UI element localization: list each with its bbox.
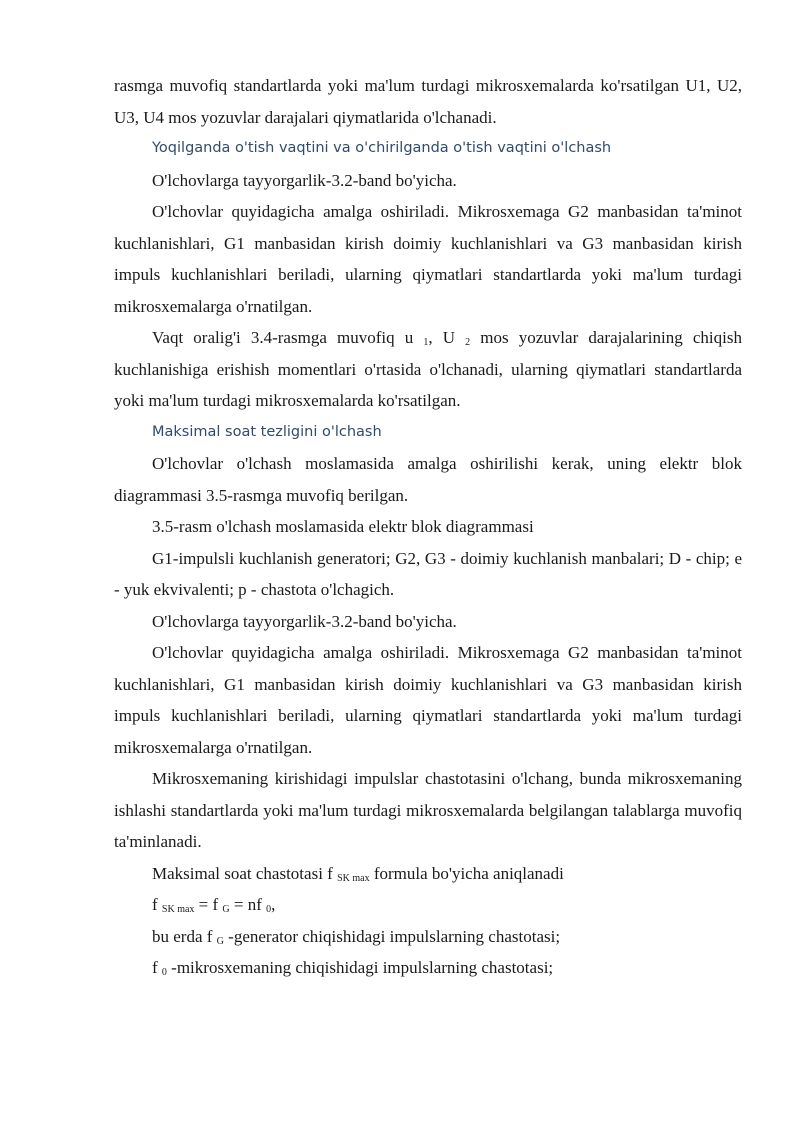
text-span: = f <box>194 895 223 914</box>
subscript: 0 <box>161 967 167 978</box>
text-span: mos yozuvlar darajalarining chiqish kuchlanishiga erishish momentlari o'rtasida o'lchanadi, ularning qiymatlari standartlarda yoki ma'lum turdagi mikrosxemalarda ko'rsatilgan. <box>114 328 742 410</box>
paragraph-legend: G1-impulsli kuchlanish generatori; G2, G3 - doimiy kuchlanish manbalari; D - chip; e - yuk ekvivalenti; p - chastota o'lchagich. <box>114 548 742 599</box>
text-span: Vaqt oralig'i 3.4-rasmga muvofiq u <box>152 328 424 347</box>
text-span: , <box>271 895 276 914</box>
paragraph-time-interval <box>114 322 742 417</box>
paragraph-where-f0 <box>114 952 742 984</box>
paragraph-max-clock-formula-intro <box>114 858 742 890</box>
paragraph-frequency: Mikrosxemaning kirishidagi impulslar chastotasini o'lchang, bunda mikrosxemaning ishlashi standartlarda yoki ma'lum turdagi mikrosxemalarda belgilangan talablarga muvofiq ta'minlanadi. <box>114 769 742 851</box>
text-span: -mikrosxemaning chiqishidagi impulslarning chastotasi; <box>166 958 554 977</box>
section-heading-max-clock: Maksimal soat tezligini o'lchash <box>152 423 382 440</box>
subscript: G <box>216 935 224 947</box>
subscript: 2 <box>465 337 471 348</box>
figure-caption: 3.5-rasm o'lchash moslamasida elektr blok diagrammasi <box>152 517 534 536</box>
paragraph-procedure-2: O'lchovlar quyidagicha amalga oshiriladi. Mikrosxemaga G2 manbasidan ta'minot kuchlanishlari, G1 manbasidan kirish doimiy kuchlanishlari va G3 manbasidan kirish impuls kuchlanishlari beriladi, ularning qiymatlari standartlarda yoki ma'lum turdagi mikrosxemalarga o'rnatilgan. <box>114 643 742 757</box>
subscript: SK max <box>161 904 195 915</box>
text-span: -generator chiqishidagi impulslarning chastotasi; <box>223 926 561 946</box>
paragraph-measuring-device: O'lchovlar o'lchash moslamasida amalga oshirilishi kerak, uning elektr blok diagrammasi 3.5-rasmga muvofiq berilgan. <box>114 454 742 505</box>
text-span: Maksimal soat chastotasi f <box>152 863 338 883</box>
subscript: SK max <box>337 872 370 884</box>
subscript: 1 <box>423 337 429 348</box>
section-heading-switching-time: Yoqilganda o'tish vaqtini va o'chirilganda o'tish vaqtini o'lchash <box>152 140 612 156</box>
subscript: G <box>222 904 230 915</box>
text-span: f <box>152 958 162 977</box>
paragraph-preparation-2: O'lchovlarga tayyorgarlik-3.2-band bo'yicha. <box>152 611 457 631</box>
paragraph-continuation: rasmga muvofiq standartlarda yoki ma'lum turdagi mikrosxemalarda ko'rsatilgan U1, U2, U3, U4 mos yozuvlar darajalari qiymatlarida o'lchanadi. <box>114 76 742 127</box>
text-span: formula bo'yicha aniqlanadi <box>369 863 564 883</box>
paragraph-where-fg <box>114 921 742 953</box>
formula <box>114 889 742 921</box>
subscript: 0 <box>266 904 272 915</box>
paragraph-preparation: O'lchovlarga tayyorgarlik-3.2-band bo'yicha. <box>152 170 457 190</box>
text-span: , U <box>428 328 466 347</box>
text-span: bu erda f <box>152 926 217 946</box>
paragraph-procedure: O'lchovlar quyidagicha amalga oshiriladi. Mikrosxemaga G2 manbasidan ta'minot kuchlanishlari, G1 manbasidan kirish doimiy kuchlanishlari va G3 manbasidan kirish impuls kuchlanishlari beriladi, ularning qiymatlari standartlarda yoki ma'lum turdagi mikrosxemalarga o'rnatilgan. <box>114 202 742 316</box>
text-span: f <box>152 895 162 914</box>
text-span: = nf <box>229 895 267 914</box>
